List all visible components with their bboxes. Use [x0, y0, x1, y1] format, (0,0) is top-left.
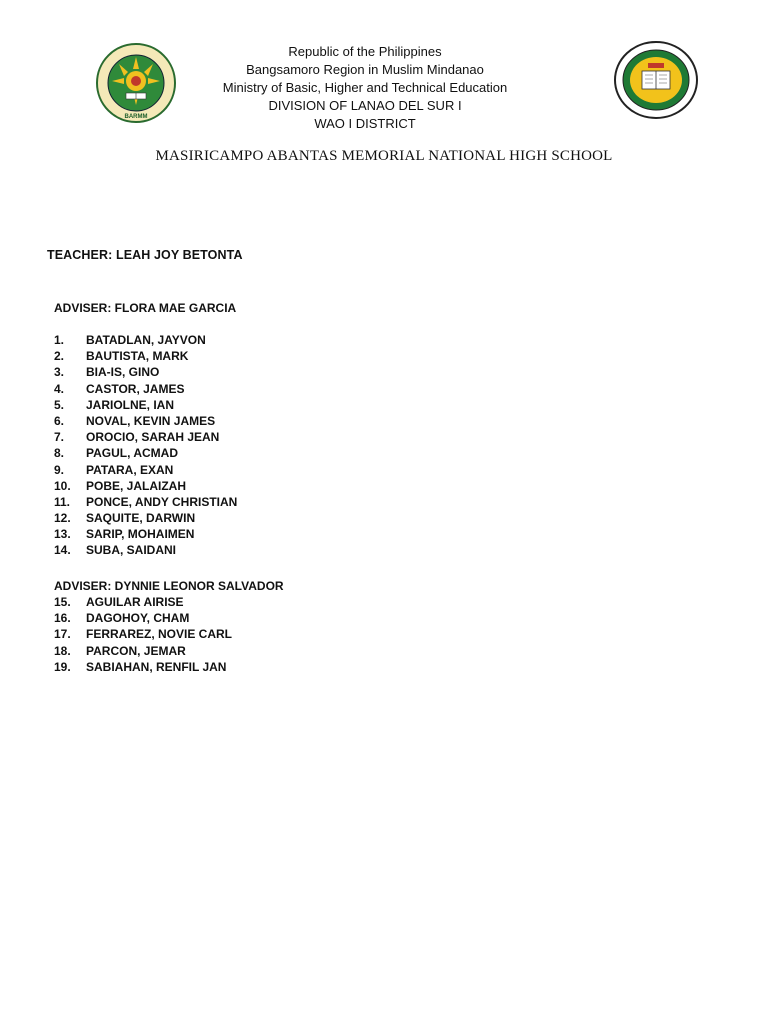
list-item [54, 445, 237, 461]
item-number: 3. [54, 365, 65, 380]
item-number: 2. [54, 349, 65, 364]
teacher-label: TEACHER: LEAH JOY BETONTA [47, 248, 243, 262]
student-name: AGUILAR AIRISE [86, 595, 184, 609]
item-number: 14. [54, 543, 71, 558]
item-number: 15. [54, 595, 71, 609]
item-number: 9. [54, 462, 65, 477]
header-line-division: DIVISION OF LANAO DEL SUR I [268, 98, 462, 113]
student-name: OROCIO, SARAH JEAN [86, 430, 220, 445]
item-number: 11. [54, 494, 71, 509]
list-item [54, 332, 237, 348]
student-name: BIA-IS, GINO [86, 365, 160, 380]
item-number: 7. [54, 430, 65, 445]
item-number: 12. [54, 511, 71, 526]
student-name: SAQUITE, DARWIN [86, 511, 196, 526]
header-line-region: Bangsamoro Region in Muslim Mindanao [246, 62, 484, 77]
student-name: NOVAL, KEVIN JAMES [86, 413, 216, 428]
item-number: 10. [54, 478, 71, 493]
list-item [54, 429, 237, 445]
list-item [54, 364, 237, 380]
student-name: PARCON, JEMAR [86, 643, 186, 658]
student-name: DAGOHOY, CHAM [86, 611, 190, 626]
item-number: 5. [54, 397, 65, 412]
item-number: 16. [54, 611, 71, 626]
school-name-heading: MASIRICAMPO ABANTAS MEMORIAL NATIONAL HIGH SCHOOL [155, 148, 613, 164]
student-name: JARIOLNE, IAN [86, 397, 175, 412]
student-name: CASTOR, JAMES [86, 381, 185, 396]
student-name: PONCE, ANDY CHRISTIAN [86, 494, 238, 509]
student-name: PATARA, EXAN [86, 462, 174, 477]
item-number: 18. [54, 643, 71, 658]
list-item [54, 510, 237, 526]
item-number: 17. [54, 627, 71, 642]
list-item [54, 643, 284, 659]
item-number: 19. [54, 659, 71, 674]
school-seal-logo [614, 41, 698, 119]
list-item [54, 462, 237, 478]
list-item [54, 478, 237, 494]
item-number: 6. [54, 413, 65, 428]
item-number: 1. [54, 333, 65, 347]
student-name: SARIP, MOHAIMEN [86, 527, 195, 542]
list-item [54, 610, 284, 626]
list-item [54, 413, 237, 429]
svg-text:BARMM: BARMM [124, 114, 148, 120]
adviser-group-2 [54, 578, 284, 675]
list-item [54, 659, 284, 675]
list-item [54, 626, 284, 642]
item-number: 8. [54, 446, 65, 461]
student-name: FERRAREZ, NOVIE CARL [86, 627, 233, 642]
adviser-label: ADVISER: FLORA MAE GARCIA [54, 301, 237, 315]
list-item [54, 594, 284, 610]
list-item [54, 397, 237, 413]
student-name: SUBA, SAIDANI [86, 543, 177, 558]
student-name: BAUTISTA, MARK [86, 349, 189, 364]
student-list-1 [54, 332, 237, 559]
item-number: 13. [54, 527, 71, 542]
adviser-group-1 [54, 300, 237, 559]
list-item [54, 348, 237, 364]
document-header [190, 43, 540, 133]
adviser-label: ADVISER: DYNNIE LEONOR SALVADOR [54, 579, 284, 593]
item-number: 4. [54, 381, 65, 396]
student-list-2 [54, 594, 284, 675]
header-line-ministry: Ministry of Basic, Higher and Technical Education [222, 80, 508, 95]
header-line-country: Republic of the Philippines [288, 44, 442, 59]
student-name: BATADLAN, JAYVON [86, 333, 206, 347]
list-item [54, 494, 237, 510]
student-name: SABIAHAN, RENFIL JAN [86, 659, 227, 674]
student-name: PAGUL, ACMAD [86, 446, 178, 461]
list-item [54, 381, 237, 397]
list-item [54, 542, 237, 558]
student-name: POBE, JALAIZAH [86, 478, 187, 493]
list-item [54, 526, 237, 542]
header-line-district: WAO I DISTRICT [314, 116, 416, 131]
ministry-seal-logo [96, 43, 176, 123]
